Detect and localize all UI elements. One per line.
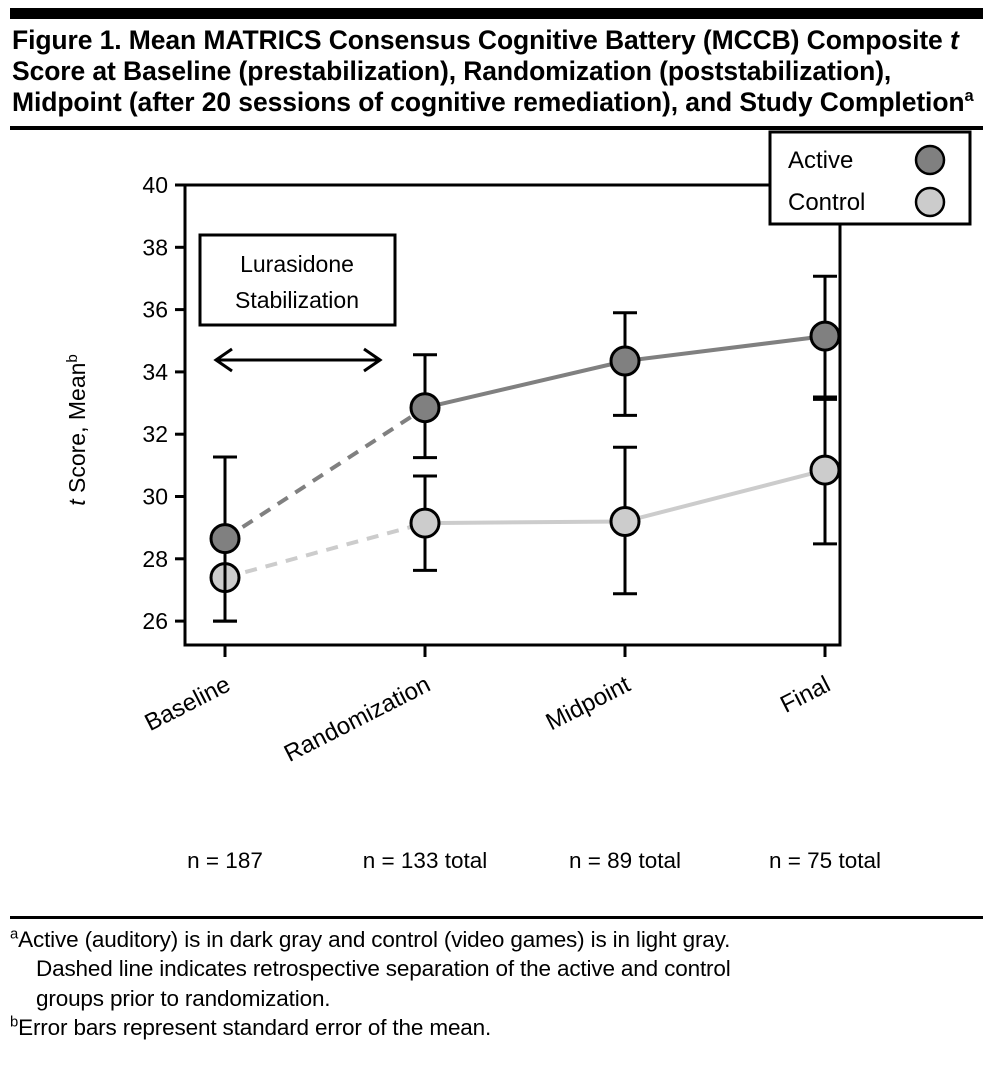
y-tick-34 xyxy=(142,359,185,385)
plot-area xyxy=(10,130,983,830)
chart-legend xyxy=(770,132,970,224)
x-label-final: Final xyxy=(776,670,835,719)
svg-text:26: 26 xyxy=(142,608,168,635)
active-point-midpoint xyxy=(611,347,639,375)
stabilization-arrow xyxy=(216,349,380,371)
footnote-a-line2: Dashed line indicates retrospective separation of the active and control xyxy=(36,956,731,982)
series-active xyxy=(211,276,839,621)
active-point-randomization xyxy=(411,394,439,422)
n-labels-row xyxy=(10,848,983,882)
y-tick-40 xyxy=(142,172,185,198)
footnote-a xyxy=(10,925,983,1013)
legend-label-control: Control xyxy=(788,189,866,216)
figure-title-text: Figure 1. Mean MATRICS Consensus Cognitive Battery (MCCB) Composite t Score at Baseline (prestabilization), Randomization (poststabilization), Midpoint (after 20 sessions of cognitive remediation), and Study Completion$^a$ xyxy=(12,25,974,117)
x-label-baseline: Baseline xyxy=(140,670,235,737)
n-label-midpoint: n = 89 total xyxy=(569,848,681,873)
svg-text:t Score, Meanb: t Score, Mean$^b$ xyxy=(64,354,90,506)
y-tick-36 xyxy=(142,297,185,323)
series-control xyxy=(211,399,839,621)
figure-title xyxy=(10,25,983,122)
figure-container xyxy=(0,8,993,1072)
y-axis-title xyxy=(64,354,90,506)
control-point-randomization xyxy=(411,509,439,537)
x-label-midpoint: Midpoint xyxy=(541,670,635,737)
control-point-final xyxy=(811,456,839,484)
legend-swatch-active xyxy=(916,146,944,174)
footnote-a-line3: groups prior to randomization. xyxy=(36,985,331,1011)
n-label-final: n = 75 total xyxy=(769,848,881,873)
top-rule xyxy=(10,8,983,19)
svg-text:30: 30 xyxy=(142,483,168,510)
footnote-a-line1: Active (auditory) is in dark gray and control (video games) is in light gray. xyxy=(18,927,731,952)
svg-text:36: 36 xyxy=(142,296,168,323)
footnote-b xyxy=(10,1013,983,1042)
n-label-baseline: n = 187 xyxy=(187,848,263,873)
active-point-baseline xyxy=(211,525,239,553)
footnote-rule xyxy=(10,916,983,919)
footnotes xyxy=(10,916,983,1042)
svg-text:32: 32 xyxy=(142,421,168,448)
control-point-midpoint xyxy=(611,508,639,536)
annotation-line1: Lurasidone xyxy=(240,251,354,277)
svg-text:38: 38 xyxy=(142,234,168,261)
lurasidone-annotation xyxy=(200,235,395,325)
svg-text:28: 28 xyxy=(142,545,168,572)
y-tick-28 xyxy=(142,546,185,572)
x-label-randomization: Randomization xyxy=(279,670,435,768)
x-axis-ticks xyxy=(225,645,825,657)
legend-swatch-control xyxy=(916,188,944,216)
svg-text:34: 34 xyxy=(142,358,168,385)
active-point-final xyxy=(811,322,839,350)
x-axis-labels xyxy=(140,671,834,768)
n-label-randomization: n = 133 total xyxy=(362,848,488,873)
annotation-line2: Stabilization xyxy=(234,287,360,313)
footnote-a-marker: a xyxy=(10,926,19,943)
footnote-b-line1: Error bars represent standard error of the mean. xyxy=(18,1014,492,1040)
y-axis xyxy=(142,172,185,634)
legend-label-active: Active xyxy=(788,147,854,174)
y-tick-26 xyxy=(142,608,185,634)
y-tick-30 xyxy=(142,484,185,510)
chart-svg xyxy=(10,130,983,830)
footnote-b-marker: b xyxy=(10,1014,19,1031)
y-tick-32 xyxy=(142,421,185,447)
svg-text:40: 40 xyxy=(142,172,168,198)
y-tick-38 xyxy=(142,234,185,260)
